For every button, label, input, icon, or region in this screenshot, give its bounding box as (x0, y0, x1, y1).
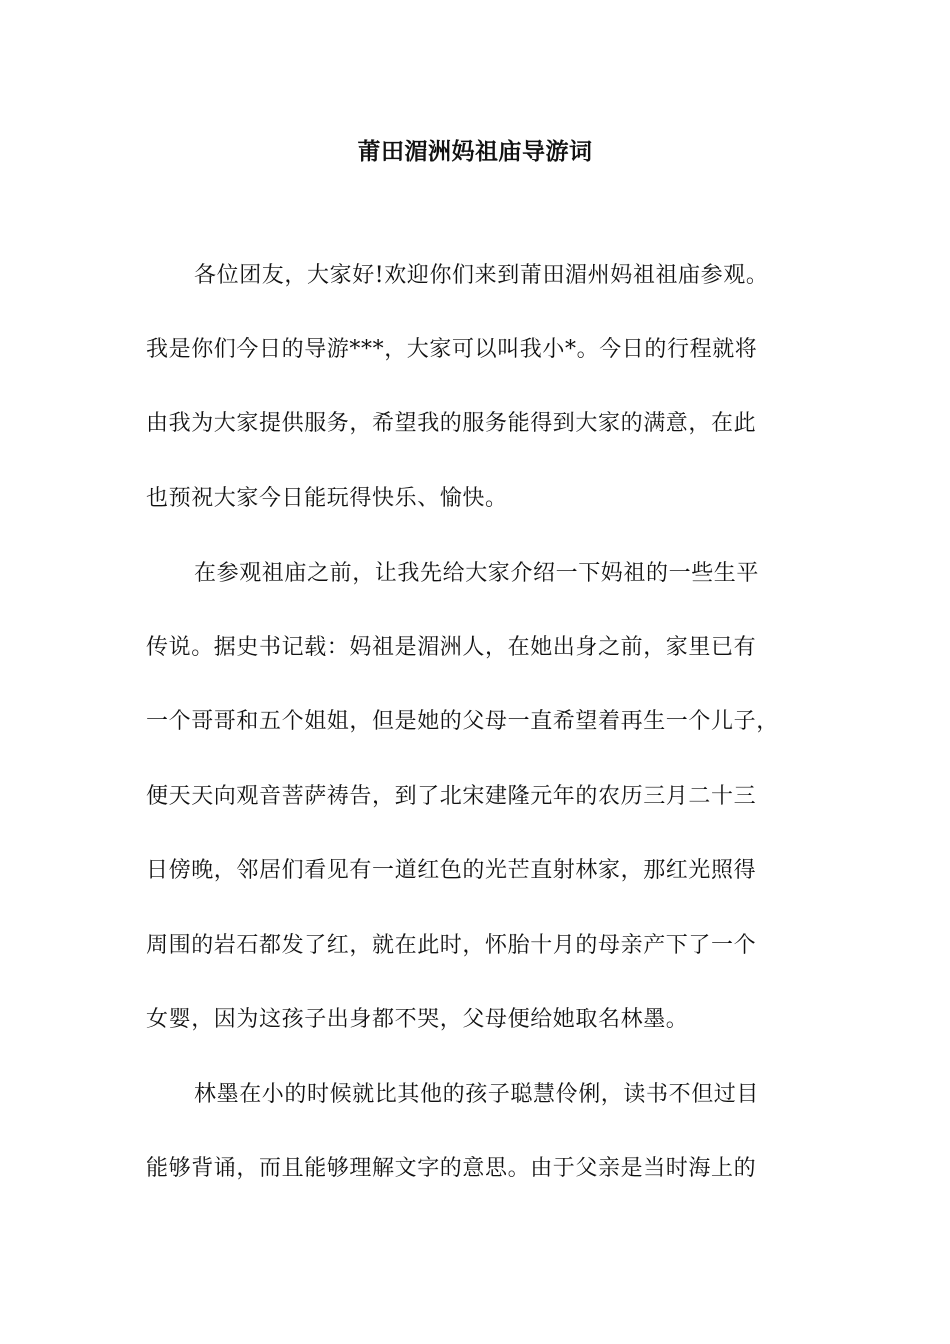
text-line: 我是你们今日的导游***，大家可以叫我小*。今日的行程就将 (146, 337, 758, 362)
text-line: 在参观祖庙之前，让我先给大家介绍一下妈祖的一些生平 (194, 561, 760, 586)
text-line: 便天天向观音菩萨祷告，到了北宋建隆元年的农历三月二十三 (146, 784, 757, 809)
text-line: 各位团友，大家好!欢迎你们来到莆田湄州妈祖祖庙参观。 (194, 263, 769, 288)
text-line: 能够背诵，而且能够理解文字的意思。由于父亲是当时海上的 (146, 1156, 757, 1181)
text-line: 日傍晚，邻居们看见有一道红色的光芒直射林家，那红光照得 (146, 858, 757, 883)
text-line: 也预祝大家今日能玩得快乐、愉快。 (146, 486, 508, 511)
text-line: 由我为大家提供服务，希望我的服务能得到大家的满意，在此 (146, 411, 757, 436)
text-line: 周围的岩石都发了红，就在此时，怀胎十月的母亲产下了一个 (146, 933, 757, 958)
text-line: 女婴，因为这孩子出身都不哭，父母便给她取名林墨。 (146, 1007, 689, 1032)
text-line: 林墨在小的时候就比其他的孩子聪慧伶俐，读书不但过目 (194, 1082, 760, 1107)
text-line: 传说。据史书记载：妈祖是湄洲人，在她出身之前，家里已有 (146, 635, 757, 660)
text-line: 一个哥哥和五个姐姐，但是她的父母一直希望着再生一个儿子， (146, 709, 779, 734)
document-title: 莆田湄洲妈祖庙导游词 (357, 138, 593, 165)
